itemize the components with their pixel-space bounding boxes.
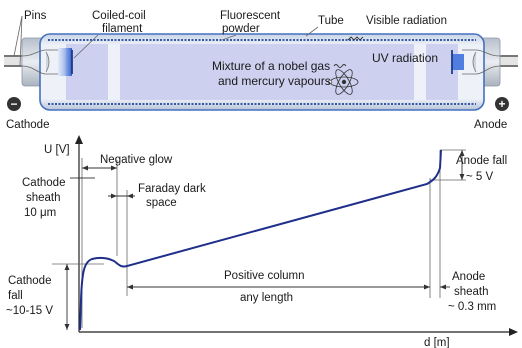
pins-left	[4, 56, 22, 66]
anode-fall-label-1: Anode fall	[456, 155, 508, 167]
faraday-label-1: Faraday dark	[138, 183, 206, 195]
fluorescent-tube	[4, 34, 518, 111]
minus-terminal	[7, 97, 21, 111]
cathode-sheath-label-2: sheath	[26, 192, 61, 204]
positive-column-label: Positive column	[224, 270, 305, 282]
cathode-sheath-label-1: Cathode	[22, 177, 66, 189]
svg-text:+: +	[498, 97, 506, 111]
y-axis-arrow	[75, 135, 83, 144]
cathode-sheath-label-3: 10 μm	[24, 207, 57, 219]
cathode-fall-label-2: fall	[8, 290, 23, 302]
tube-label: Tube	[318, 15, 344, 27]
negative-glow-dim	[82, 154, 173, 171]
pins-label: Pins	[24, 10, 47, 22]
anode-sheath-label-3: ~ 0.3 mm	[448, 301, 497, 313]
anode-sheath-label-1: Anode	[452, 271, 486, 283]
x-axis-label: d [m]	[424, 337, 450, 348]
cathode-sheath-dim	[22, 177, 95, 219]
fluorescent-label-2: powder	[222, 23, 260, 35]
y-axis-label: U [V]	[44, 144, 70, 156]
mixture-line-1: Mixture of a nobel gas	[212, 59, 331, 73]
anode-fall-label-2: ~ 5 V	[466, 171, 494, 183]
cathode-fall-label-3: ~10-15 V	[6, 305, 53, 317]
any-length-label: any length	[240, 292, 294, 304]
visible-radiation-label: Visible radiation	[366, 15, 447, 27]
left-gap	[108, 44, 120, 100]
faraday-label-2: space	[146, 197, 177, 209]
pins-right	[500, 56, 518, 66]
positive-column-dim	[127, 270, 430, 304]
cathode-fall-label-1: Cathode	[8, 275, 52, 287]
anode-label: Anode	[474, 119, 508, 131]
anode-sheath-dim	[420, 271, 496, 313]
cathode-fall-dim	[6, 264, 70, 330]
voltage-graph	[6, 135, 518, 348]
plus-terminal	[495, 97, 509, 111]
mixture-line-2: and mercury vapours	[218, 74, 331, 88]
anode-sheath-label-2: sheath	[454, 286, 489, 298]
cathode-glow	[58, 48, 72, 76]
coiled-coil-label-1: Coiled-coil	[92, 10, 146, 22]
cathode-label: Cathode	[6, 119, 50, 131]
coiled-coil-label-2: filament	[102, 23, 143, 35]
fluorescent-label-1: Fluorescent	[220, 10, 281, 22]
anode-glow	[452, 54, 464, 70]
uv-radiation-label: UV radiation	[372, 51, 439, 65]
anode-fall-dim	[456, 150, 507, 183]
svg-text:−: −	[10, 97, 18, 111]
x-axis-arrow	[509, 328, 518, 336]
faraday-dim	[108, 183, 206, 209]
negative-glow-label: Negative glow	[100, 154, 173, 166]
